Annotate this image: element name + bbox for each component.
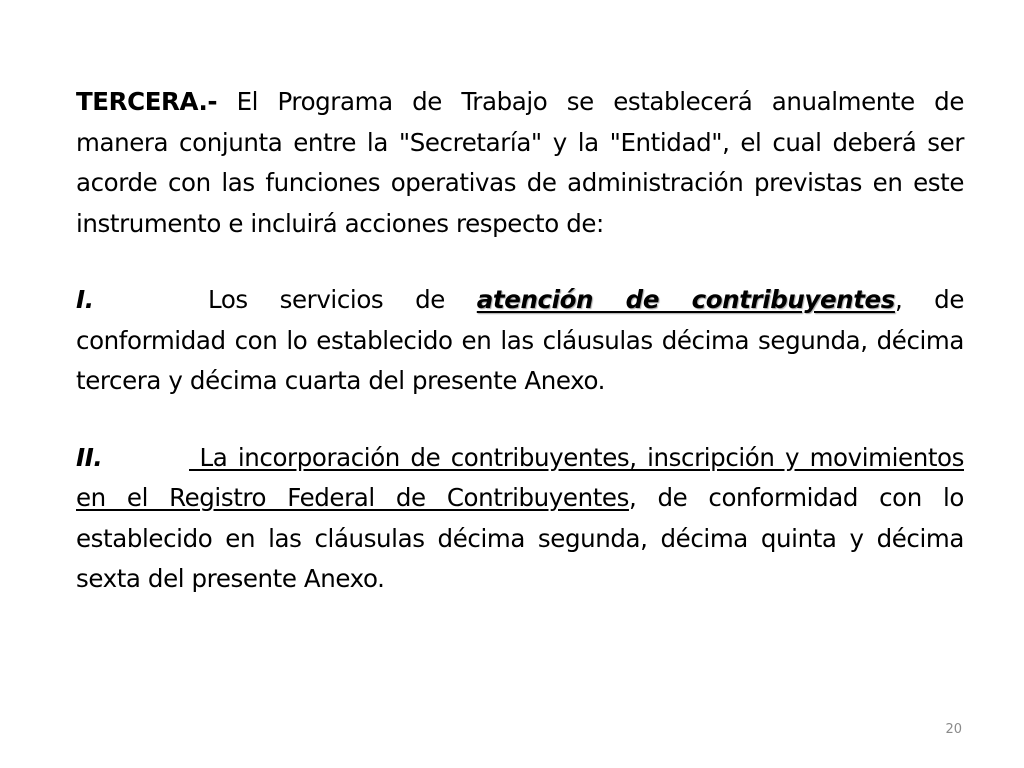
item-text: , de conformidad con lo establecido en las cláusulas décima segunda, décima quinta y décima sexta del presente Anexo. xyxy=(76,483,964,593)
clause-tercera xyxy=(76,82,964,244)
slide-content xyxy=(76,82,964,600)
item-lead-text: Los servicios de xyxy=(208,285,477,314)
item-numeral: I. xyxy=(76,285,94,314)
list-item-2 xyxy=(76,438,964,600)
clause-text: El Programa de Trabajo se establecerá anualmente de manera conjunta entre la "Secretaría" y la "Entidad", el cual deberá ser acorde con las funciones operativas de administración previstas en este instrumento e incluirá acciones respecto de: xyxy=(76,87,964,238)
clause-heading: TERCERA.- xyxy=(76,87,218,116)
item-emphasis: atención de contribuyentes xyxy=(476,285,895,314)
page-number: 20 xyxy=(945,722,962,737)
list-item-1 xyxy=(76,280,964,402)
item-numeral: II. xyxy=(76,442,103,472)
item-text: , de conformidad con lo establecido en las cláusulas décima segunda, décima tercera y décima cuarta del presente Anexo. xyxy=(76,285,964,395)
item-emphasis: La incorporación de contribuyentes, inscripción y movimientos en el Registro Federal de Contribuyentes xyxy=(76,442,964,512)
